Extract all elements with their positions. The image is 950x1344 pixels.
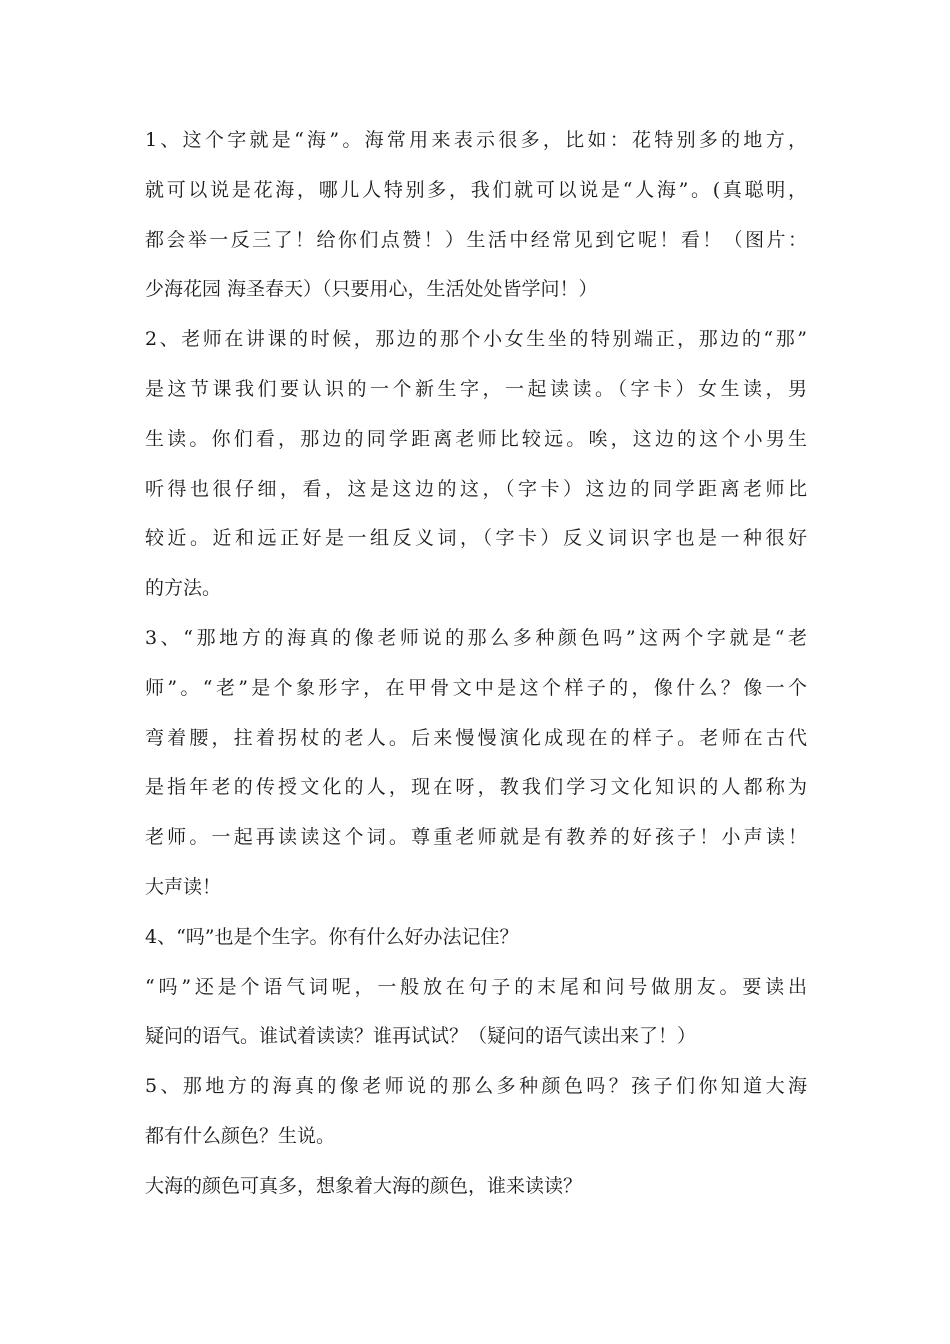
text-line: 都有什么颜色？生说。 <box>145 1124 336 1147</box>
text-line: 是指年老的传授文化的人，现在呀，教我们学习文化知识的人都称为 <box>145 776 807 799</box>
text-line: 4、“吗”也是个生字。你有什么好办法记住？ <box>145 925 519 948</box>
text-line: 老师。一起再读读这个词。尊重老师就是有教养的好孩子！小声读！ <box>145 826 807 849</box>
text-line: 弯着腰，拄着拐杖的老人。后来慢慢演化成现在的样子。老师在古代 <box>145 726 807 749</box>
text-line: 大海的颜色可真多，想象着大海的颜色，谁来读读？ <box>145 1174 583 1197</box>
text-line: 师”。“老”是个象形字，在甲骨文中是这个样子的，像什么？像一个 <box>145 676 807 699</box>
text-line: 较近。近和远正好是一组反义词，（字卡）反义词识字也是一种很好 <box>145 527 807 550</box>
document-body <box>145 116 807 1212</box>
text-line: 是这节课我们要认识的一个新生字，一起读读。（字卡）女生读，男 <box>145 377 807 400</box>
text-line: 的方法。 <box>145 577 222 600</box>
text-line: 都会举一反三了！给你们点赞！）生活中经常见到它呢！看！（图片： <box>145 228 807 251</box>
text-line: 听得也很仔细，看，这是这边的这，（字卡）这边的同学距离老师比 <box>145 477 807 500</box>
text-line: 疑问的语气。谁试着读读？谁再试试？（疑问的语气读出来了！） <box>145 1025 697 1048</box>
text-line: 1、这个字就是“海”。海常用来表示很多，比如：花特别多的地方， <box>145 129 807 151</box>
text-line: 3、“那地方的海真的像老师说的那么多种颜色吗”这两个字就是“老 <box>145 626 807 649</box>
text-line: “吗”还是个语气词呢，一般放在句子的末尾和问号做朋友。要读出 <box>145 975 807 998</box>
text-line: 2、老师在讲课的时候，那边的那个小女生坐的特别端正，那边的“那” <box>145 328 807 351</box>
text-line: 生读。你们看，那边的同学距离老师比较远。唉，这边的这个小男生 <box>145 427 807 450</box>
text-line: 大声读！ <box>145 875 222 898</box>
text-line: 就可以说是花海，哪儿人特别多，我们就可以说是“人海”。(真聪明， <box>145 178 807 201</box>
text-line: 少海花园 海圣春天）（只要用心，生活处处皆学问！） <box>145 278 598 301</box>
text-line: 5、那地方的海真的像老师说的那么多种颜色吗？孩子们你知道大海 <box>145 1075 807 1098</box>
